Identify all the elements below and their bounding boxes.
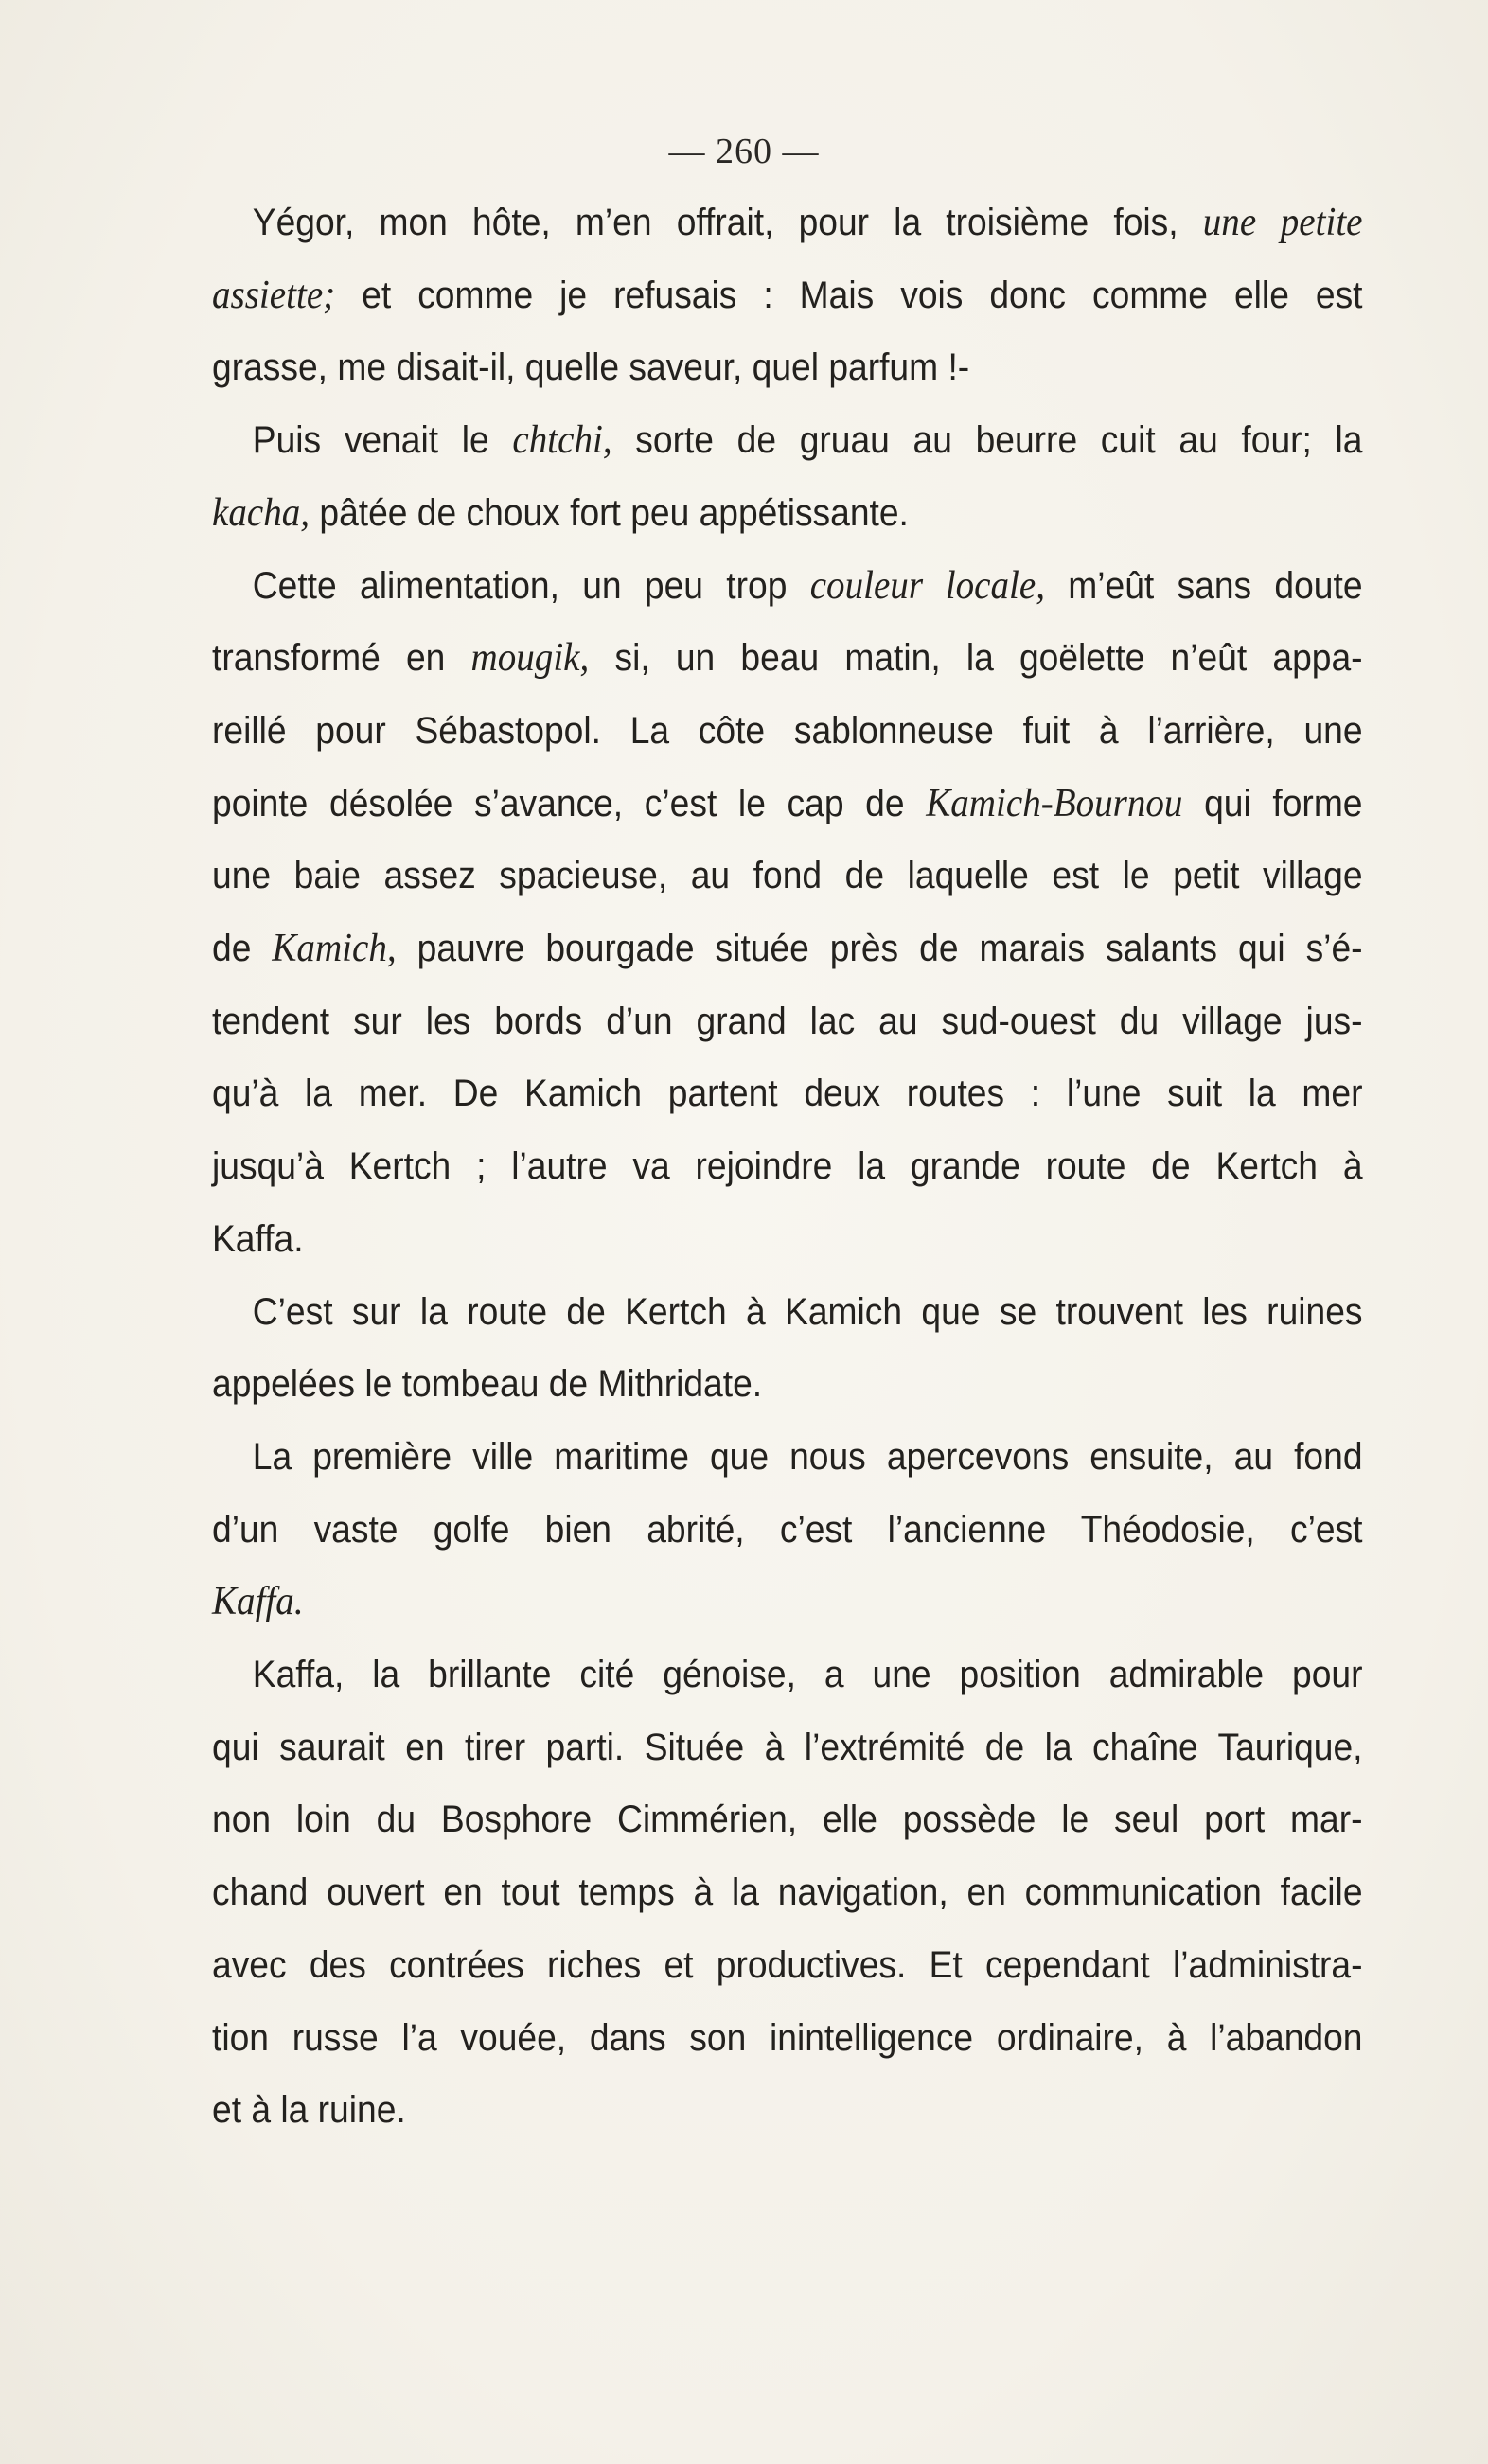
paragraph bbox=[212, 186, 1363, 404]
text-segment: La première ville maritime que nous apercevons ensuite, au fond bbox=[252, 1435, 1363, 1478]
text-segment: d’un vaste golfe bien abrité, c’est l’ancienne Théodosie, c’est bbox=[212, 1508, 1363, 1551]
text-segment: pâtée de choux fort peu appétissante. bbox=[310, 491, 909, 534]
text-line bbox=[212, 1929, 1363, 2002]
text-line bbox=[212, 1566, 1363, 1639]
text-segment: de bbox=[212, 928, 273, 970]
text-line bbox=[212, 1203, 1363, 1276]
text-line bbox=[212, 331, 1363, 404]
text-segment: une baie assez spacieuse, au fond de laquelle est le petit village bbox=[212, 855, 1363, 897]
italic-term: Kamich-Bournou bbox=[926, 781, 1183, 825]
text-segment: qui saurait en tirer parti. Située à l’extrémité de la chaîne Taurique, bbox=[212, 1726, 1363, 1768]
text-line bbox=[212, 1348, 1363, 1421]
italic-term: kacha, bbox=[212, 490, 310, 535]
text-segment: et à la ruine. bbox=[212, 2089, 406, 2132]
text-segment: reillé pour Sébastopol. La côte sablonneuse fuit à l’arrière, une bbox=[212, 709, 1363, 752]
text-line bbox=[212, 695, 1363, 768]
text-line bbox=[212, 186, 1363, 259]
text-line bbox=[212, 622, 1363, 695]
text-line bbox=[212, 1276, 1363, 1349]
text-line bbox=[212, 1783, 1363, 1856]
text-segment: si, un beau matin, la goëlette n’eût appa- bbox=[589, 637, 1363, 680]
text-line bbox=[212, 768, 1363, 841]
text-segment: grasse, me disait-il, quelle saveur, quel parfum !- bbox=[212, 346, 970, 389]
text-segment: appelées le tombeau de Mithridate. bbox=[212, 1363, 763, 1406]
paragraph bbox=[212, 1639, 1363, 2147]
italic-term: assiette; bbox=[212, 273, 336, 317]
text-line bbox=[212, 259, 1363, 332]
text-line bbox=[212, 1130, 1363, 1203]
text-line bbox=[212, 840, 1363, 913]
italic-term: couleur locale, bbox=[809, 563, 1045, 608]
text-segment: tendent sur les bords d’un grand lac au sud-ouest du village jus- bbox=[212, 1000, 1363, 1042]
text-segment: sorte de gruau au beurre cuit au four; la bbox=[611, 419, 1363, 462]
italic-term: Kamich, bbox=[272, 927, 397, 971]
text-segment: qui forme bbox=[1182, 782, 1363, 824]
text-segment: non loin du Bosphore Cimmérien, elle possède le seul port mar- bbox=[212, 1799, 1363, 1841]
text-segment: pauvre bourgade située près de marais salants qui s’é- bbox=[396, 928, 1363, 970]
text-segment: jusqu’à Kertch ; l’autre va rejoindre la grande route de Kertch à bbox=[212, 1145, 1363, 1188]
text-line bbox=[212, 1421, 1363, 1494]
paragraph bbox=[212, 1421, 1363, 1639]
text-segment: Puis venait le bbox=[252, 419, 513, 462]
text-line bbox=[212, 404, 1363, 477]
text-segment: tion russe l’a vouée, dans son inintelligence ordinaire, à l’abandon bbox=[212, 2016, 1363, 2059]
text-segment: qu’à la mer. De Kamich partent deux routes : l’une suit la mer bbox=[212, 1072, 1363, 1115]
text-segment: Yégor, mon hôte, m’en offrait, pour la troisième fois, bbox=[252, 202, 1203, 243]
text-segment: Kaffa. bbox=[212, 1217, 304, 1260]
italic-term: mougik, bbox=[470, 636, 590, 681]
text-segment: chand ouvert en tout temps à la navigation, en communication facile bbox=[212, 1871, 1363, 1914]
text-segment: avec des contrées riches et productives. Et cependant l’administra- bbox=[212, 1943, 1363, 1986]
text-line bbox=[212, 1494, 1363, 1567]
text-line bbox=[212, 1711, 1363, 1784]
text-segment: transformé en bbox=[212, 637, 471, 680]
text-line bbox=[212, 985, 1363, 1058]
text-line bbox=[212, 550, 1363, 623]
italic-term: une petite bbox=[1202, 201, 1363, 244]
paragraph bbox=[212, 1276, 1363, 1421]
text-line bbox=[212, 477, 1363, 550]
italic-term: chtchi, bbox=[512, 418, 612, 463]
text-segment: Kaffa, la brillante cité génoise, a une position admirable pour bbox=[252, 1654, 1363, 1696]
text-line bbox=[212, 913, 1363, 985]
text-segment: Cette alimentation, un peu trop bbox=[252, 564, 810, 607]
body-text bbox=[212, 186, 1363, 2147]
text-line bbox=[212, 2074, 1363, 2147]
italic-term: Kaffa. bbox=[212, 1580, 304, 1624]
text-line bbox=[212, 1639, 1363, 1711]
text-segment: pointe désolée s’avance, c’est le cap de bbox=[212, 782, 927, 824]
page-number: — 260 — bbox=[668, 132, 820, 171]
text-segment: et comme je refusais : Mais vois donc comme elle est bbox=[335, 274, 1363, 316]
text-line bbox=[212, 2002, 1363, 2075]
paragraph bbox=[212, 550, 1363, 1276]
text-line bbox=[212, 1057, 1363, 1130]
paragraph bbox=[212, 404, 1363, 549]
text-segment: m’eût sans doute bbox=[1044, 564, 1363, 607]
text-line bbox=[212, 1856, 1363, 1929]
text-segment: C’est sur la route de Kertch à Kamich que se trouvent les ruines bbox=[252, 1290, 1363, 1333]
